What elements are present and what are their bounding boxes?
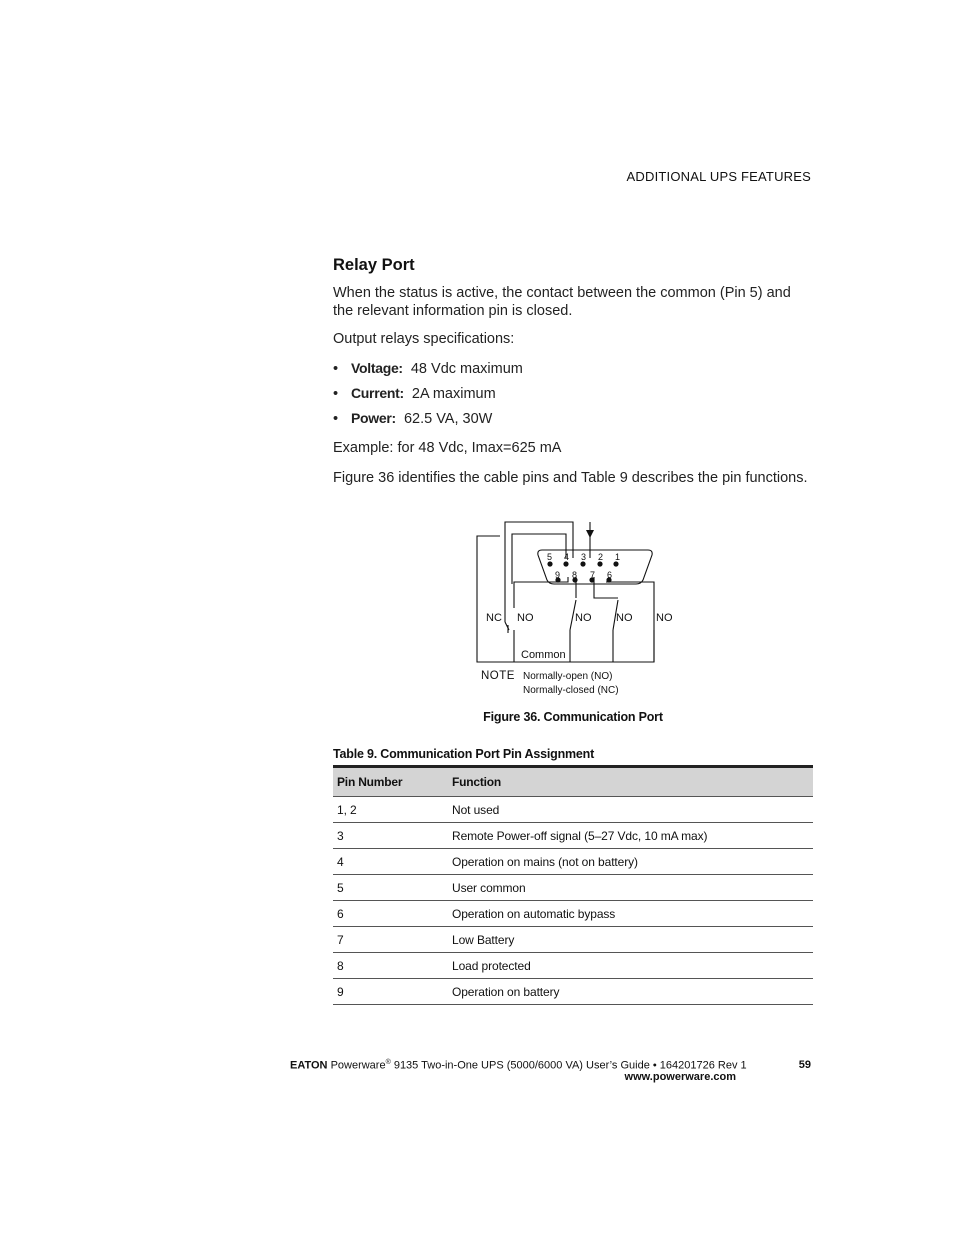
pin-assignment-table <box>333 765 813 1005</box>
function-cell: User common <box>448 875 813 901</box>
contact-label-nc: NC <box>486 612 502 624</box>
note-line-1: Normally-open (NO) <box>523 671 613 682</box>
footer-product: Powerware <box>330 1059 386 1072</box>
bullet-icon: • <box>333 411 339 427</box>
specs-lead-paragraph: Output relays specifications: <box>333 331 515 347</box>
spec-value: 2A maximum <box>411 386 496 402</box>
pin3-arrow-icon <box>586 530 594 538</box>
table-row <box>333 927 813 953</box>
spec-value: 48 Vdc maximum <box>410 361 523 377</box>
spec-voltage <box>333 360 523 377</box>
pin-cell: 7 <box>333 927 448 953</box>
footer-url: www.powerware.com <box>624 1071 736 1083</box>
pin-label-8: 8 <box>572 570 578 580</box>
table-row <box>333 875 813 901</box>
contact-label-no-2: NO <box>575 612 592 624</box>
note-line-2: Normally-closed (NC) <box>523 685 619 696</box>
registered-mark: ® <box>385 1059 391 1066</box>
footer-product-line <box>290 1059 747 1072</box>
pin-label-4: 4 <box>564 552 570 562</box>
switch-no-3 <box>613 600 618 662</box>
function-cell: Remote Power-off signal (5–27 Vdc, 10 mA max) <box>448 823 813 849</box>
spec-power <box>333 410 492 427</box>
pin-cell: 6 <box>333 901 448 927</box>
pin-label-2: 2 <box>598 552 604 562</box>
contact-label-no-4: NO <box>656 612 673 624</box>
common-wire <box>505 522 573 622</box>
pin-label-9: 9 <box>555 570 561 580</box>
footer-brand: EATON <box>290 1059 328 1072</box>
spec-term: Voltage: <box>351 360 403 376</box>
table-row <box>333 953 813 979</box>
spec-term: Power: <box>351 410 396 426</box>
section-title: Relay Port <box>333 256 415 274</box>
spec-term: Current: <box>351 385 404 401</box>
table-row <box>333 797 813 823</box>
spec-current <box>333 385 496 402</box>
pin-cell: 9 <box>333 979 448 1005</box>
function-cell: Low Battery <box>448 927 813 953</box>
header-function: Function <box>448 767 813 797</box>
function-cell: Operation on mains (not on battery) <box>448 849 813 875</box>
pin-1-dot <box>613 561 618 566</box>
function-cell: Operation on automatic bypass <box>448 901 813 927</box>
table-header-row <box>333 767 813 797</box>
spec-value: 62.5 VA, 30W <box>403 411 493 427</box>
header-pin-number: Pin Number <box>333 767 448 797</box>
figure-caption: Figure 36. Communication Port <box>483 710 663 724</box>
pin-cell: 5 <box>333 875 448 901</box>
switch-no-2 <box>570 600 576 662</box>
running-header: ADDITIONAL UPS FEATURES <box>626 169 811 184</box>
footer-guide: 9135 Two-in-One UPS (5000/6000 VA) User’s Guide • 164201726 Rev 1 <box>390 1059 747 1072</box>
page-number: 59 <box>798 1059 811 1071</box>
function-cell: Load protected <box>448 953 813 979</box>
bullet-icon: • <box>333 361 339 377</box>
table-row <box>333 849 813 875</box>
figure-reference-paragraph: Figure 36 identifies the cable pins and Table 9 describes the pin functions. <box>333 470 808 486</box>
pin-cell: 8 <box>333 953 448 979</box>
note-label: NOTE <box>481 670 515 682</box>
table-row <box>333 823 813 849</box>
pin-label-1: 1 <box>615 552 621 562</box>
pin-4-dot <box>563 561 568 566</box>
common-label: Common <box>521 649 566 661</box>
pin-label-7: 7 <box>590 570 596 580</box>
pin-label-3: 3 <box>581 552 587 562</box>
pin-label-5: 5 <box>547 552 553 562</box>
pin-3-dot <box>580 561 585 566</box>
pin7-wire <box>594 577 618 598</box>
pin-cell: 1, 2 <box>333 797 448 823</box>
communication-port-diagram <box>476 520 676 700</box>
function-cell: Not used <box>448 797 813 823</box>
function-cell: Operation on battery <box>448 979 813 1005</box>
intro-paragraph: When the status is active, the contact between the common (Pin 5) and the relevant information pin is closed. <box>333 285 791 319</box>
contact-label-no-1: NO <box>517 612 534 624</box>
pin-2-dot <box>597 561 602 566</box>
bullet-icon: • <box>333 386 339 402</box>
table-row <box>333 979 813 1005</box>
table-row <box>333 901 813 927</box>
example-paragraph: Example: for 48 Vdc, Imax=625 mA <box>333 440 562 456</box>
table-caption: Table 9. Communication Port Pin Assignment <box>333 747 595 761</box>
pin-cell: 3 <box>333 823 448 849</box>
contact-label-no-3: NO <box>616 612 633 624</box>
pin-cell: 4 <box>333 849 448 875</box>
pin-label-6: 6 <box>607 570 613 580</box>
pin-5-dot <box>547 561 552 566</box>
